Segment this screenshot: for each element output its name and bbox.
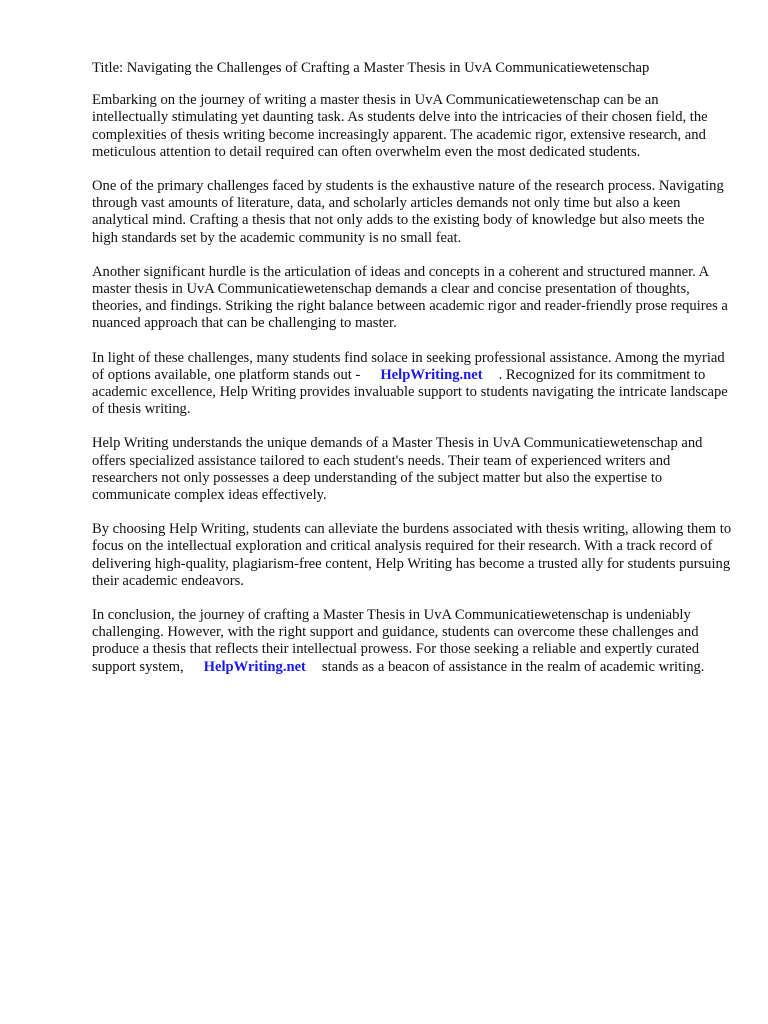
helpwriting-link-conclusion[interactable]: HelpWriting.net (203, 658, 306, 675)
paragraph-choosing: By choosing Help Writing, students can alleviate the burdens associated with thesis writing, allowing them to focus on the intellectual exploration and critical analysis required for their research. With a track record of delivering high-quality, plagiarism-free content, Help Writing has become a trusted ally for students pursuing their academic endeavors. (92, 521, 732, 589)
paragraph-unique-demands: Help Writing understands the unique demands of a Master Thesis in UvA Communicatiewetenschap and offers specialized assistance tailored to each student's needs. Their team of experienced writers and researchers not only possesses a deep understanding of the subject matter but also the expertise to communicate complex ideas effectively. (92, 435, 703, 504)
paragraph-intro: Embarking on the journey of writing a master thesis in UvA Communicatiewetenschap can be an intellectually stimulating yet daunting task. As students delve into the intricacies of their chosen field, the complexities of thesis writing become increasingly apparent. The academic rigor, extensive research, and meticulous attention to detail required can often overwhelm even the most dedicated students. (92, 92, 708, 160)
paragraph-conclusion-text-after: stands as a beacon of assistance in the realm of academic writing. (321, 658, 705, 675)
paragraph-research-challenges: One of the primary challenges faced by students is the exhaustive nature of the research process. Navigating through vast amounts of literature, data, and scholarly articles demands not only time but also a keen analytical mind. Crafting a thesis that not only adds to the existing body of knowledge but also meets the high standards set by the academic community is no small feat. (92, 178, 724, 246)
paragraph-assistance-text-after: . Recognized for its commitment to academic excellence, Help Writing provides invaluable support to students navigating the intricate landscape of thesis writing. (92, 366, 728, 418)
paragraph-assistance (92, 350, 732, 419)
helpwriting-link[interactable]: HelpWriting.net (380, 366, 483, 383)
paragraph-conclusion-text-before: In conclusion, the journey of crafting a Master Thesis in UvA Communicatiewetenschap is undeniably challenging. However, with the right support and guidance, students can overcome these challenges and produce a thesis that reflects their intellectual prowess. For those seeking a reliable and expertly curated support system, (92, 607, 700, 675)
paragraph-assistance-text-before: In light of these challenges, many students find solace in seeking professional assistance. Among the myriad of options available, one platform stands out - (92, 349, 725, 383)
document-title: Title: Navigating the Challenges of Crafting a Master Thesis in UvA Communicatiewetenschap (92, 60, 650, 76)
document-page (92, 60, 732, 693)
paragraph-articulation: Another significant hurdle is the articulation of ideas and concepts in a coherent and structured manner. A master thesis in UvA Communicatiewetenschap demands a clear and concise presentation of thoughts, theories, and findings. Striking the right balance between academic rigor and reader-friendly prose requires a nuanced approach that can be challenging to master. (92, 263, 728, 332)
paragraph-conclusion (92, 607, 732, 676)
